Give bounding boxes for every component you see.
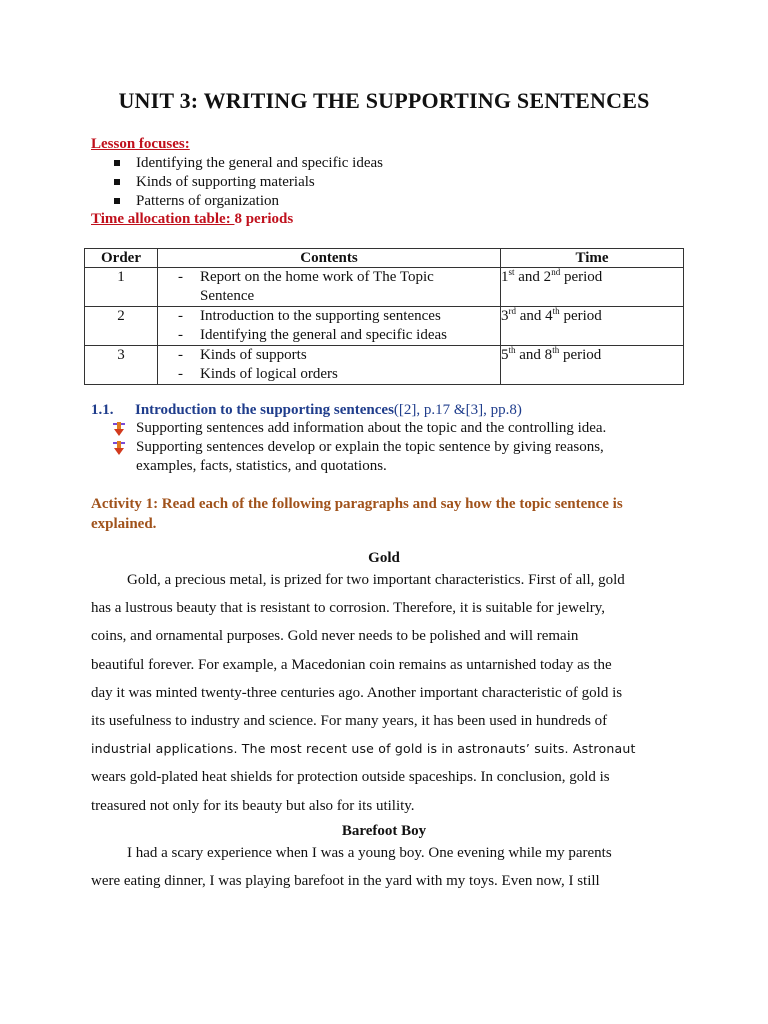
table-row xyxy=(85,268,684,307)
section-points xyxy=(112,419,692,476)
gold-title: Gold xyxy=(368,550,400,566)
time-cell: 1st and 2nd period xyxy=(501,268,684,307)
section-heading: 1.1. Introduction to the supporting sentences([2], p.17 &[3], pp.8) xyxy=(91,402,522,418)
gold-paragraph: Gold, a precious metal, is prized for two important characteristics. First of all, gold has a lustrous beauty that is resistant to corrosion. Therefore, it is suitable for jewelry, coins, and ornamental purposes. Gold never needs to be polished and will remain beautiful forever. For example, a Macedonian coin remains as untarnished today as the day it was minted twenty-three centuries ago. Another important characteristic of gold is its usefulness to industry and science. For many years, it has been used in hundreds of industrial applications. The most recent use of gold is in astronauts’ suits. Astronaut wears gold-plated heat shields for protection outside spaceships. In conclusion, gold is treasured not only for its beauty but also for its utility. xyxy=(91,572,636,814)
list-item: Patterns of organization xyxy=(112,192,383,211)
order-cell: 1 xyxy=(85,268,158,307)
barefoot-boy-title: Barefoot Boy xyxy=(341,823,427,839)
lesson-focuses-list xyxy=(112,154,383,211)
table-row xyxy=(85,307,684,346)
lesson-focuses-heading: Lesson focuses: xyxy=(91,136,190,152)
column-header-time: Time xyxy=(501,249,684,268)
contents-cell: - Kinds of supports - Kinds of logical orders xyxy=(158,346,501,385)
activity-1-heading: Activity 1: Read each of the following paragraphs and say how the topic sentence is explained. xyxy=(91,496,623,532)
arrow-down-icon xyxy=(112,440,126,456)
barefoot-boy-paragraph: I had a scary experience when I was a young boy. One evening while my parents were eating dinner, I was playing barefoot in the yard with my toys. Even now, I still xyxy=(91,845,612,890)
contents-cell: - Report on the home work of The Topic Sentence xyxy=(158,268,501,307)
column-header-contents: Contents xyxy=(158,249,501,268)
time-cell: 5th and 8th period xyxy=(501,346,684,385)
list-item: Identifying the general and specific ideas xyxy=(112,154,383,173)
list-item-continuation: examples, facts, statistics, and quotations. xyxy=(136,458,387,474)
arrow-down-icon xyxy=(112,421,126,437)
time-allocation-heading: Time allocation table: 8 periods xyxy=(91,211,294,227)
order-cell: 2 xyxy=(85,307,158,346)
unit-title: UNIT 3: WRITING THE SUPPORTING SENTENCES xyxy=(118,88,650,113)
column-header-order: Order xyxy=(85,249,158,268)
list-item: Kinds of supporting materials xyxy=(112,173,383,192)
list-item: Supporting sentences add information about the topic and the controlling idea. xyxy=(112,419,692,438)
square-bullet-icon xyxy=(114,198,120,204)
time-allocation-table xyxy=(84,248,684,385)
contents-cell: - Introduction to the supporting sentences - Identifying the general and specific ideas xyxy=(158,307,501,346)
square-bullet-icon xyxy=(114,179,120,185)
table-header-row xyxy=(85,249,684,268)
time-cell: 3rd and 4th period xyxy=(501,307,684,346)
list-item: Supporting sentences develop or explain the topic sentence by giving reasons, xyxy=(112,438,692,457)
table-row xyxy=(85,346,684,385)
order-cell: 3 xyxy=(85,346,158,385)
square-bullet-icon xyxy=(114,160,120,166)
